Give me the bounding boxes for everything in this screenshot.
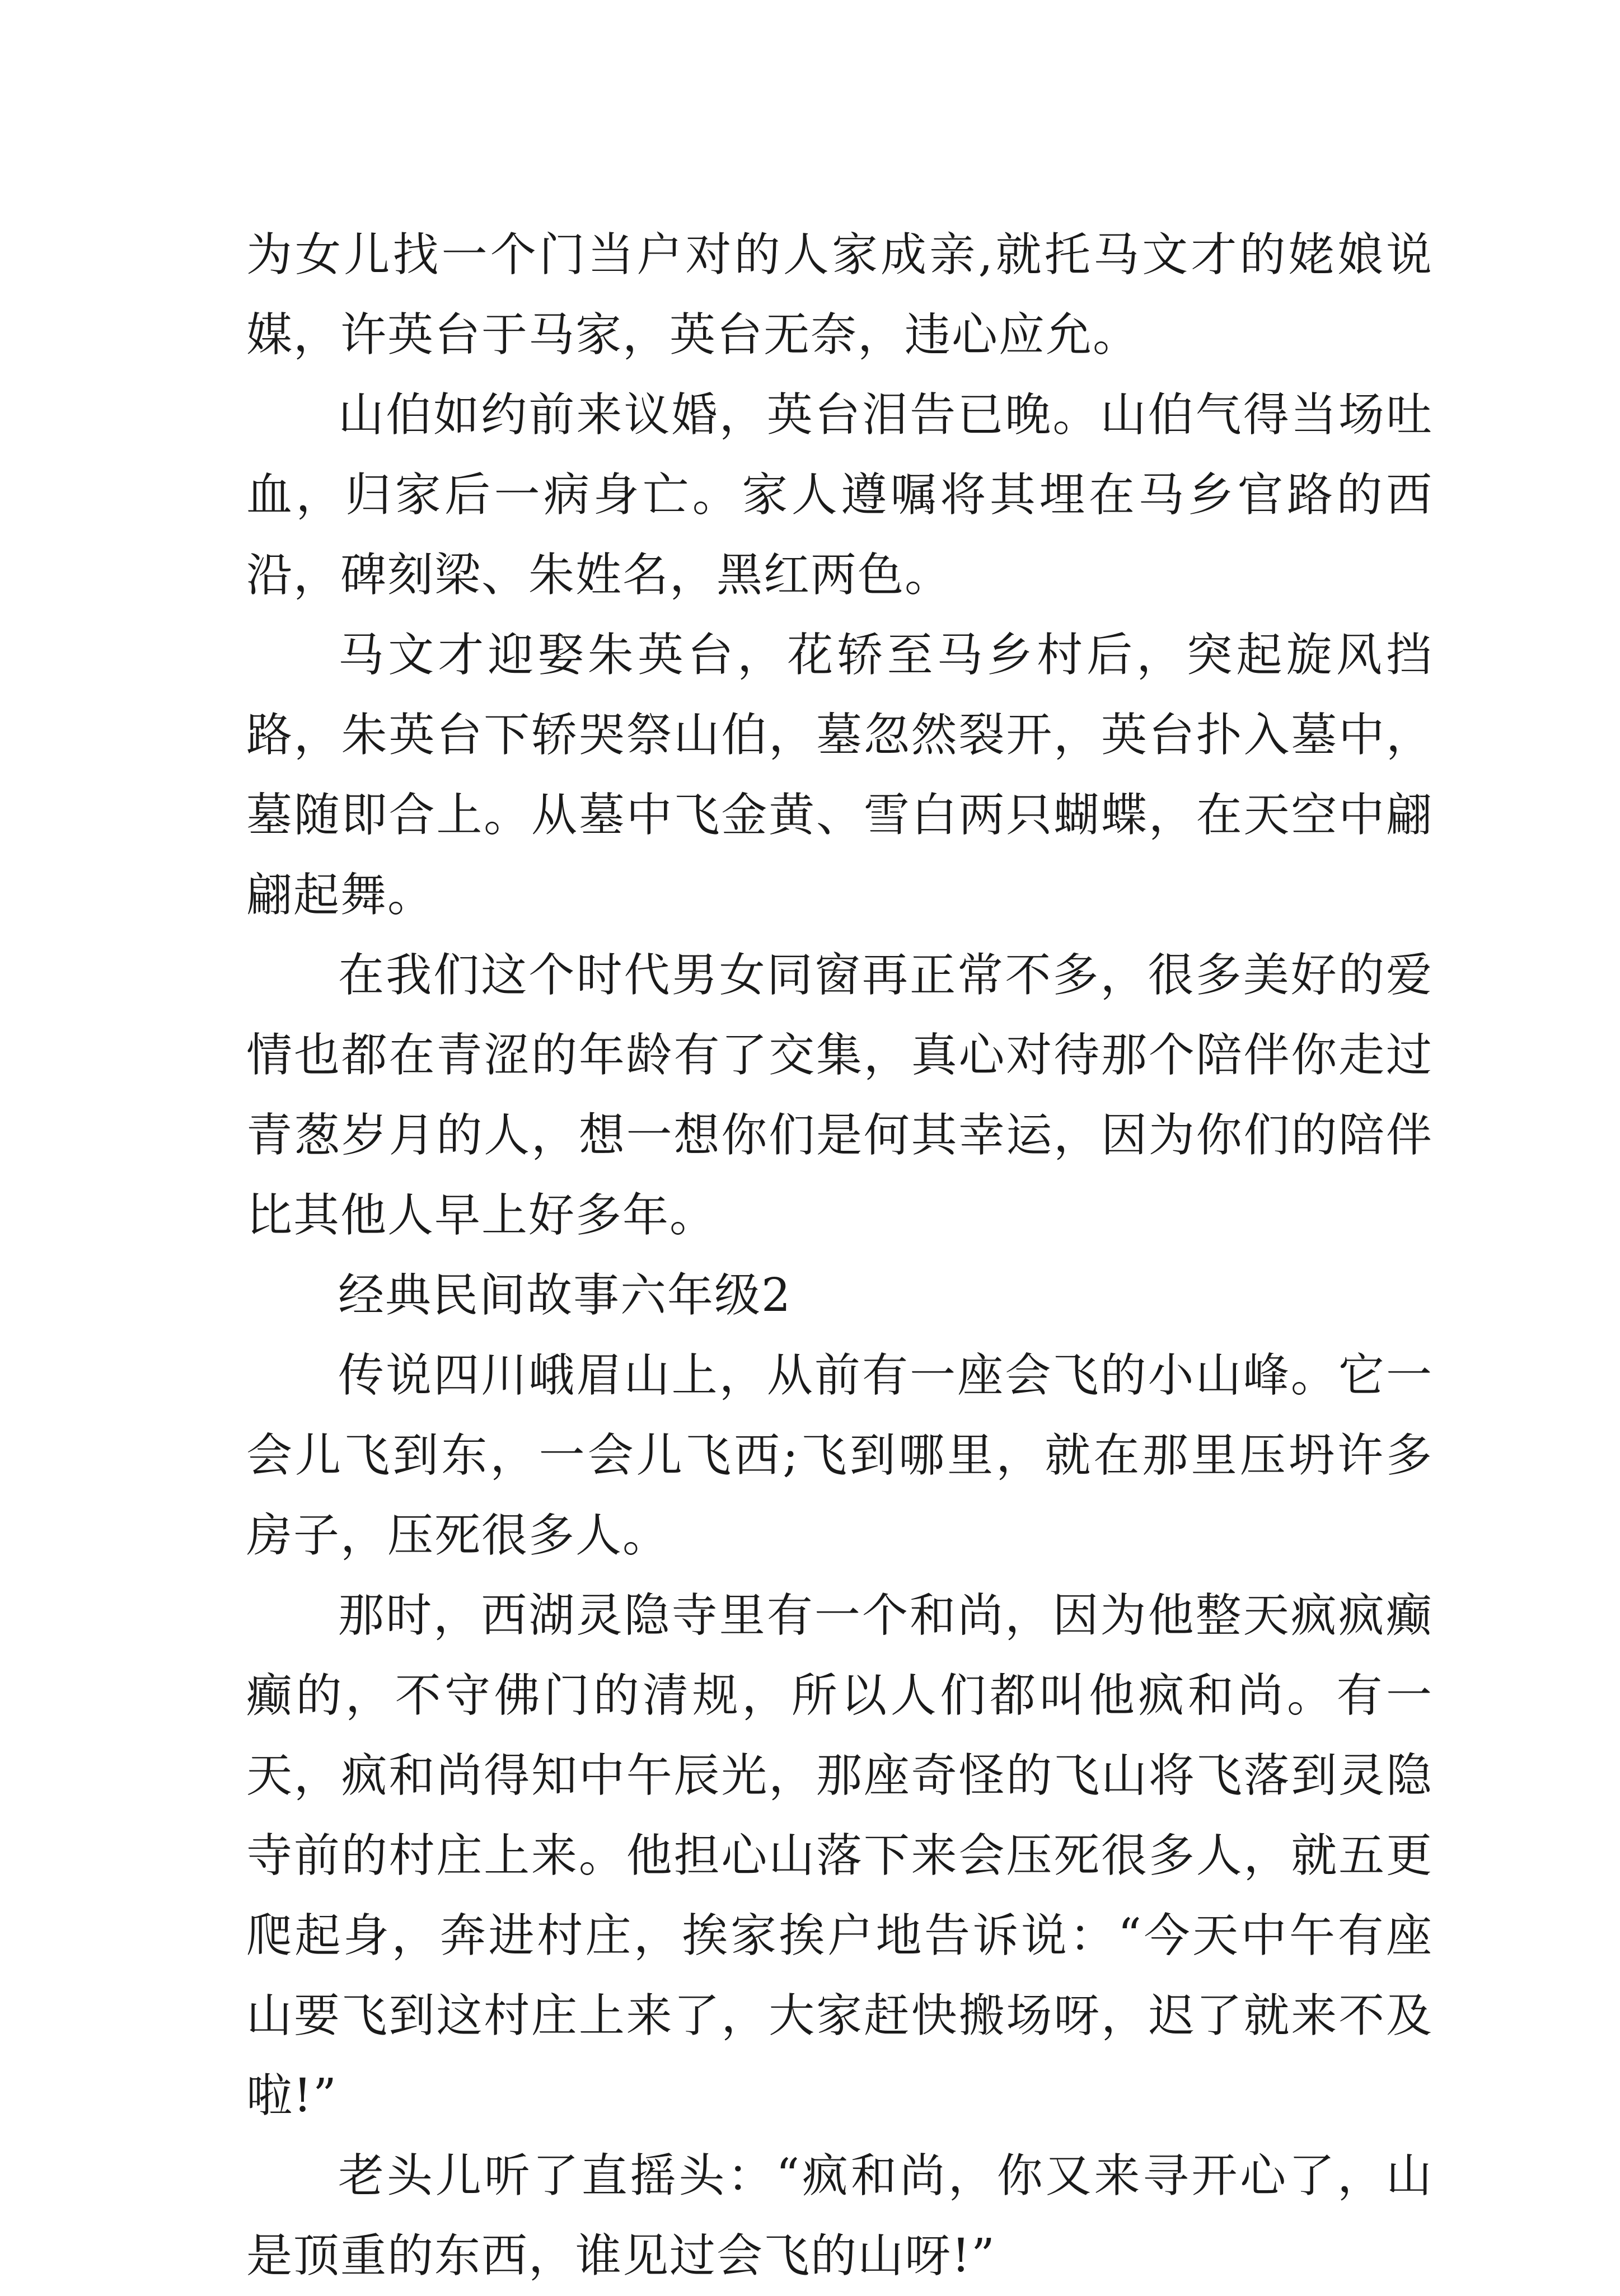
- paragraph-1: 为女儿找一个门当户对的人家成亲,就托马文才的姥娘说媒，许英台于马家，英台无奈，违心应允。: [246, 228, 1433, 362]
- paragraph-6: 那时，西湖灵隐寺里有一个和尚，因为他整天疯疯癫癫的，不守佛门的清规，所以人们都叫他疯和尚。有一天，疯和尚得知中午辰光，那座奇怪的飞山将飞落到灵隐寺前的村庄上来。他担心山落下来会压死很多人，就五更爬起身，奔进村庄，挨家挨户地告诉说：“今天中午有座山要飞到这村庄上来了，大家赶快搬场呀，迟了就来不及啦!”: [246, 1589, 1433, 2122]
- paragraph-3: 马文才迎娶朱英台，花轿至马乡村后，突起旋风挡路，朱英台下轿哭祭山伯，墓忽然裂开，英台扑入墓中，墓随即合上。从墓中飞金黄、雪白两只蝴蝶，在天空中翩翩起舞。: [246, 629, 1433, 922]
- paragraph-2: 山伯如约前来议婚，英台泪告已晚。山伯气得当场吐血，归家后一病身亡。家人遵嘱将其埋在马乡官路的西沿，碑刻梁、朱姓名，黑红两色。: [246, 388, 1433, 602]
- paragraph-5: 传说四川峨眉山上，从前有一座会飞的小山峰。它一会儿飞到东，一会儿飞西;飞到哪里，就在那里压坍许多房子，压死很多人。: [246, 1349, 1433, 1562]
- section-heading: 经典民间故事六年级2: [338, 1269, 792, 1322]
- paragraph-7: 老头儿听了直摇头：“疯和尚，你又来寻开心了，山是顶重的东西，谁见过会飞的山呀!”: [246, 2149, 1433, 2283]
- paragraph-4: 在我们这个时代男女同窗再正常不多，很多美好的爱情也都在青涩的年龄有了交集，真心对待那个陪伴你走过青葱岁月的人，想一想你们是何其幸运，因为你们的陪伴比其他人早上好多年。: [246, 949, 1433, 1242]
- document-body: [246, 215, 1433, 2296]
